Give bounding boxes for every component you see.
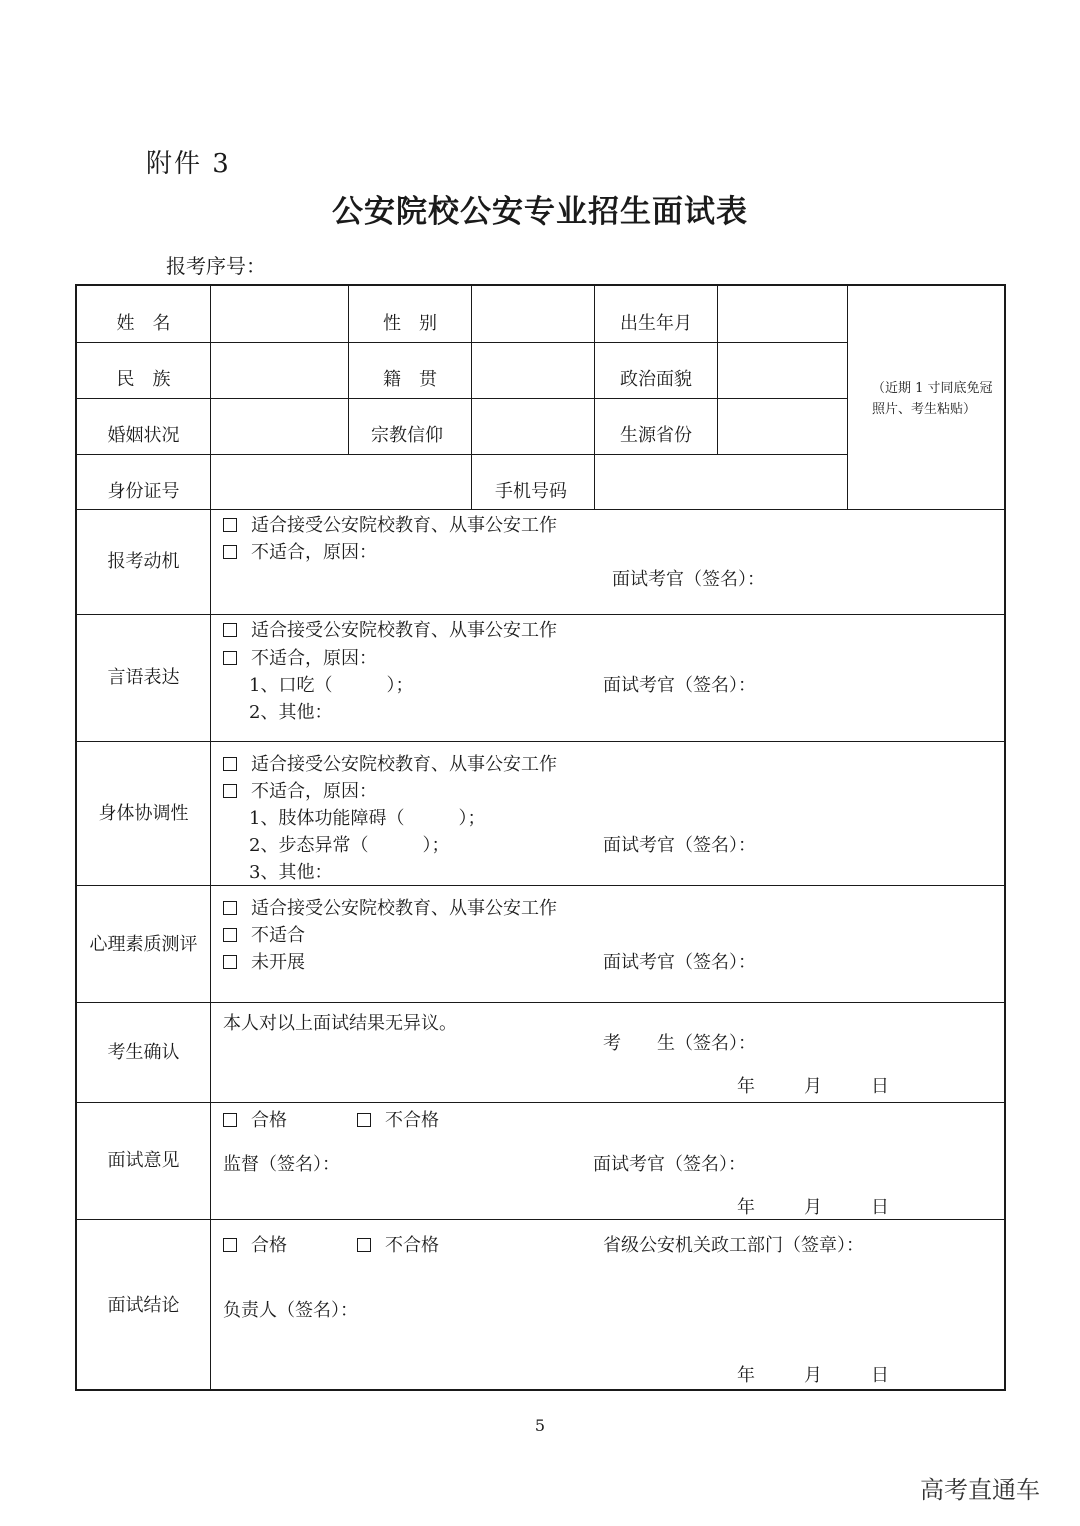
checkbox-icon[interactable] (223, 651, 237, 665)
speech-label: 言语表达 (107, 667, 180, 688)
motivation-label: 报考动机 (107, 551, 180, 572)
column-divider (210, 286, 211, 1391)
opinion-examiner-signature: 面试考官（签名）： (593, 1154, 746, 1175)
date-month: 月 (804, 1197, 822, 1218)
column-divider (471, 286, 472, 509)
date-month: 月 (804, 1365, 822, 1386)
confirmation-label: 考生确认 (107, 1042, 180, 1063)
row-divider (77, 342, 847, 343)
coordination-reason-gait: 2、步态异常（ ）； (249, 835, 450, 856)
checkbox-icon[interactable] (223, 545, 237, 559)
speech-option-unsuitable[interactable]: 不适合，原因： (223, 649, 377, 669)
speech-option-suitable[interactable]: 适合接受公安院校教育、从事公安工作 (223, 621, 557, 641)
checkbox-icon[interactable] (357, 1238, 371, 1252)
row-divider (77, 454, 847, 455)
speech-reason-stutter: 1、口吃（ ）； (249, 675, 414, 696)
coordination-option-suitable[interactable]: 适合接受公安院校教育、从事公安工作 (223, 755, 557, 775)
psychology-option-suitable[interactable]: 适合接受公安院校教育、从事公安工作 (223, 899, 557, 919)
opinion-label: 面试意见 (107, 1150, 180, 1171)
attachment-label: 附件 3 (146, 149, 231, 179)
opinion-option-fail[interactable]: 不合格 (357, 1111, 439, 1131)
political-label: 政治面貌 (620, 369, 692, 390)
checkbox-icon[interactable] (223, 1113, 237, 1127)
checkbox-icon[interactable] (223, 518, 237, 532)
date-year: 年 (737, 1365, 755, 1386)
marital-label: 婚姻状况 (107, 425, 180, 446)
department-seal: 省级公安机关政工部门（签章）： (603, 1235, 864, 1256)
date-day: 日 (871, 1197, 889, 1218)
date-year: 年 (737, 1197, 755, 1218)
checkbox-icon[interactable] (223, 784, 237, 798)
row-divider (77, 1002, 1006, 1003)
interview-form-table (75, 284, 1006, 1391)
conclusion-option-fail[interactable]: 不合格 (357, 1236, 439, 1256)
psychology-option-not-done[interactable]: 未开展 (223, 953, 305, 973)
row-divider (77, 1102, 1006, 1103)
checkbox-icon[interactable] (223, 1238, 237, 1252)
religion-label: 宗教信仰 (371, 425, 443, 446)
responsible-signature: 负责人（签名）： (223, 1300, 358, 1321)
gender-label: 性 别 (383, 313, 437, 334)
date-year: 年 (737, 1076, 755, 1097)
column-divider (717, 286, 718, 454)
column-divider (594, 286, 595, 509)
checkbox-icon[interactable] (223, 901, 237, 915)
watermark: 高考直通车 (920, 1476, 1040, 1504)
birth-label: 出生年月 (620, 313, 692, 334)
checkbox-icon[interactable] (223, 757, 237, 771)
psychology-label: 心理素质测评 (89, 934, 198, 955)
coordination-option-unsuitable[interactable]: 不适合，原因： (223, 782, 377, 802)
form-title: 公安院校公安专业招生面试表 (332, 194, 748, 230)
row-divider (77, 614, 1006, 615)
row-divider (77, 398, 847, 399)
ethnicity-label: 民 族 (116, 369, 171, 390)
row-divider (77, 509, 1006, 510)
checkbox-icon[interactable] (223, 928, 237, 942)
province-label: 生源省份 (620, 425, 692, 446)
coordination-examiner-signature: 面试考官（签名）： (603, 835, 756, 856)
opinion-option-pass[interactable]: 合格 (223, 1111, 287, 1131)
conclusion-label: 面试结论 (107, 1295, 180, 1316)
motivation-examiner-signature: 面试考官（签名）： (612, 569, 765, 590)
conclusion-option-pass[interactable]: 合格 (223, 1236, 287, 1256)
candidate-signature: 考 生（签名）： (603, 1033, 756, 1054)
column-divider (847, 286, 848, 509)
phone-label: 手机号码 (495, 481, 567, 502)
serial-number-label: 报考序号： (166, 254, 266, 278)
checkbox-icon[interactable] (357, 1113, 371, 1127)
origin-label: 籍 贯 (383, 369, 437, 390)
row-divider (77, 1219, 1006, 1220)
speech-reason-other: 2、其他： (249, 702, 333, 723)
psychology-examiner-signature: 面试考官（签名）： (603, 952, 756, 973)
date-day: 日 (871, 1076, 889, 1097)
psychology-option-unsuitable[interactable]: 不适合 (223, 926, 305, 946)
photo-note: （近期 1 寸同底免冠照片、考生粘贴） (872, 381, 993, 417)
page-number: 5 (534, 1416, 546, 1435)
checkbox-icon[interactable] (223, 955, 237, 969)
date-month: 月 (804, 1076, 822, 1097)
motivation-option-unsuitable[interactable]: 不适合，原因： (223, 543, 377, 563)
column-divider (348, 286, 349, 454)
date-day: 日 (871, 1365, 889, 1386)
coordination-label: 身体协调性 (98, 803, 189, 824)
checkbox-icon[interactable] (223, 623, 237, 637)
coordination-reason-other: 3、其他： (249, 862, 333, 883)
speech-examiner-signature: 面试考官（签名）： (603, 675, 756, 696)
row-divider (77, 885, 1006, 886)
coordination-reason-limb: 1、肢体功能障碍（ ）； (249, 808, 486, 829)
supervisor-signature: 监督（签名）： (223, 1154, 340, 1175)
motivation-option-suitable[interactable]: 适合接受公安院校教育、从事公安工作 (223, 516, 557, 536)
id-number-label: 身份证号 (107, 481, 180, 502)
row-divider (77, 741, 1006, 742)
confirmation-statement: 本人对以上面试结果无异议。 (223, 1013, 457, 1034)
name-label: 姓 名 (116, 313, 171, 334)
